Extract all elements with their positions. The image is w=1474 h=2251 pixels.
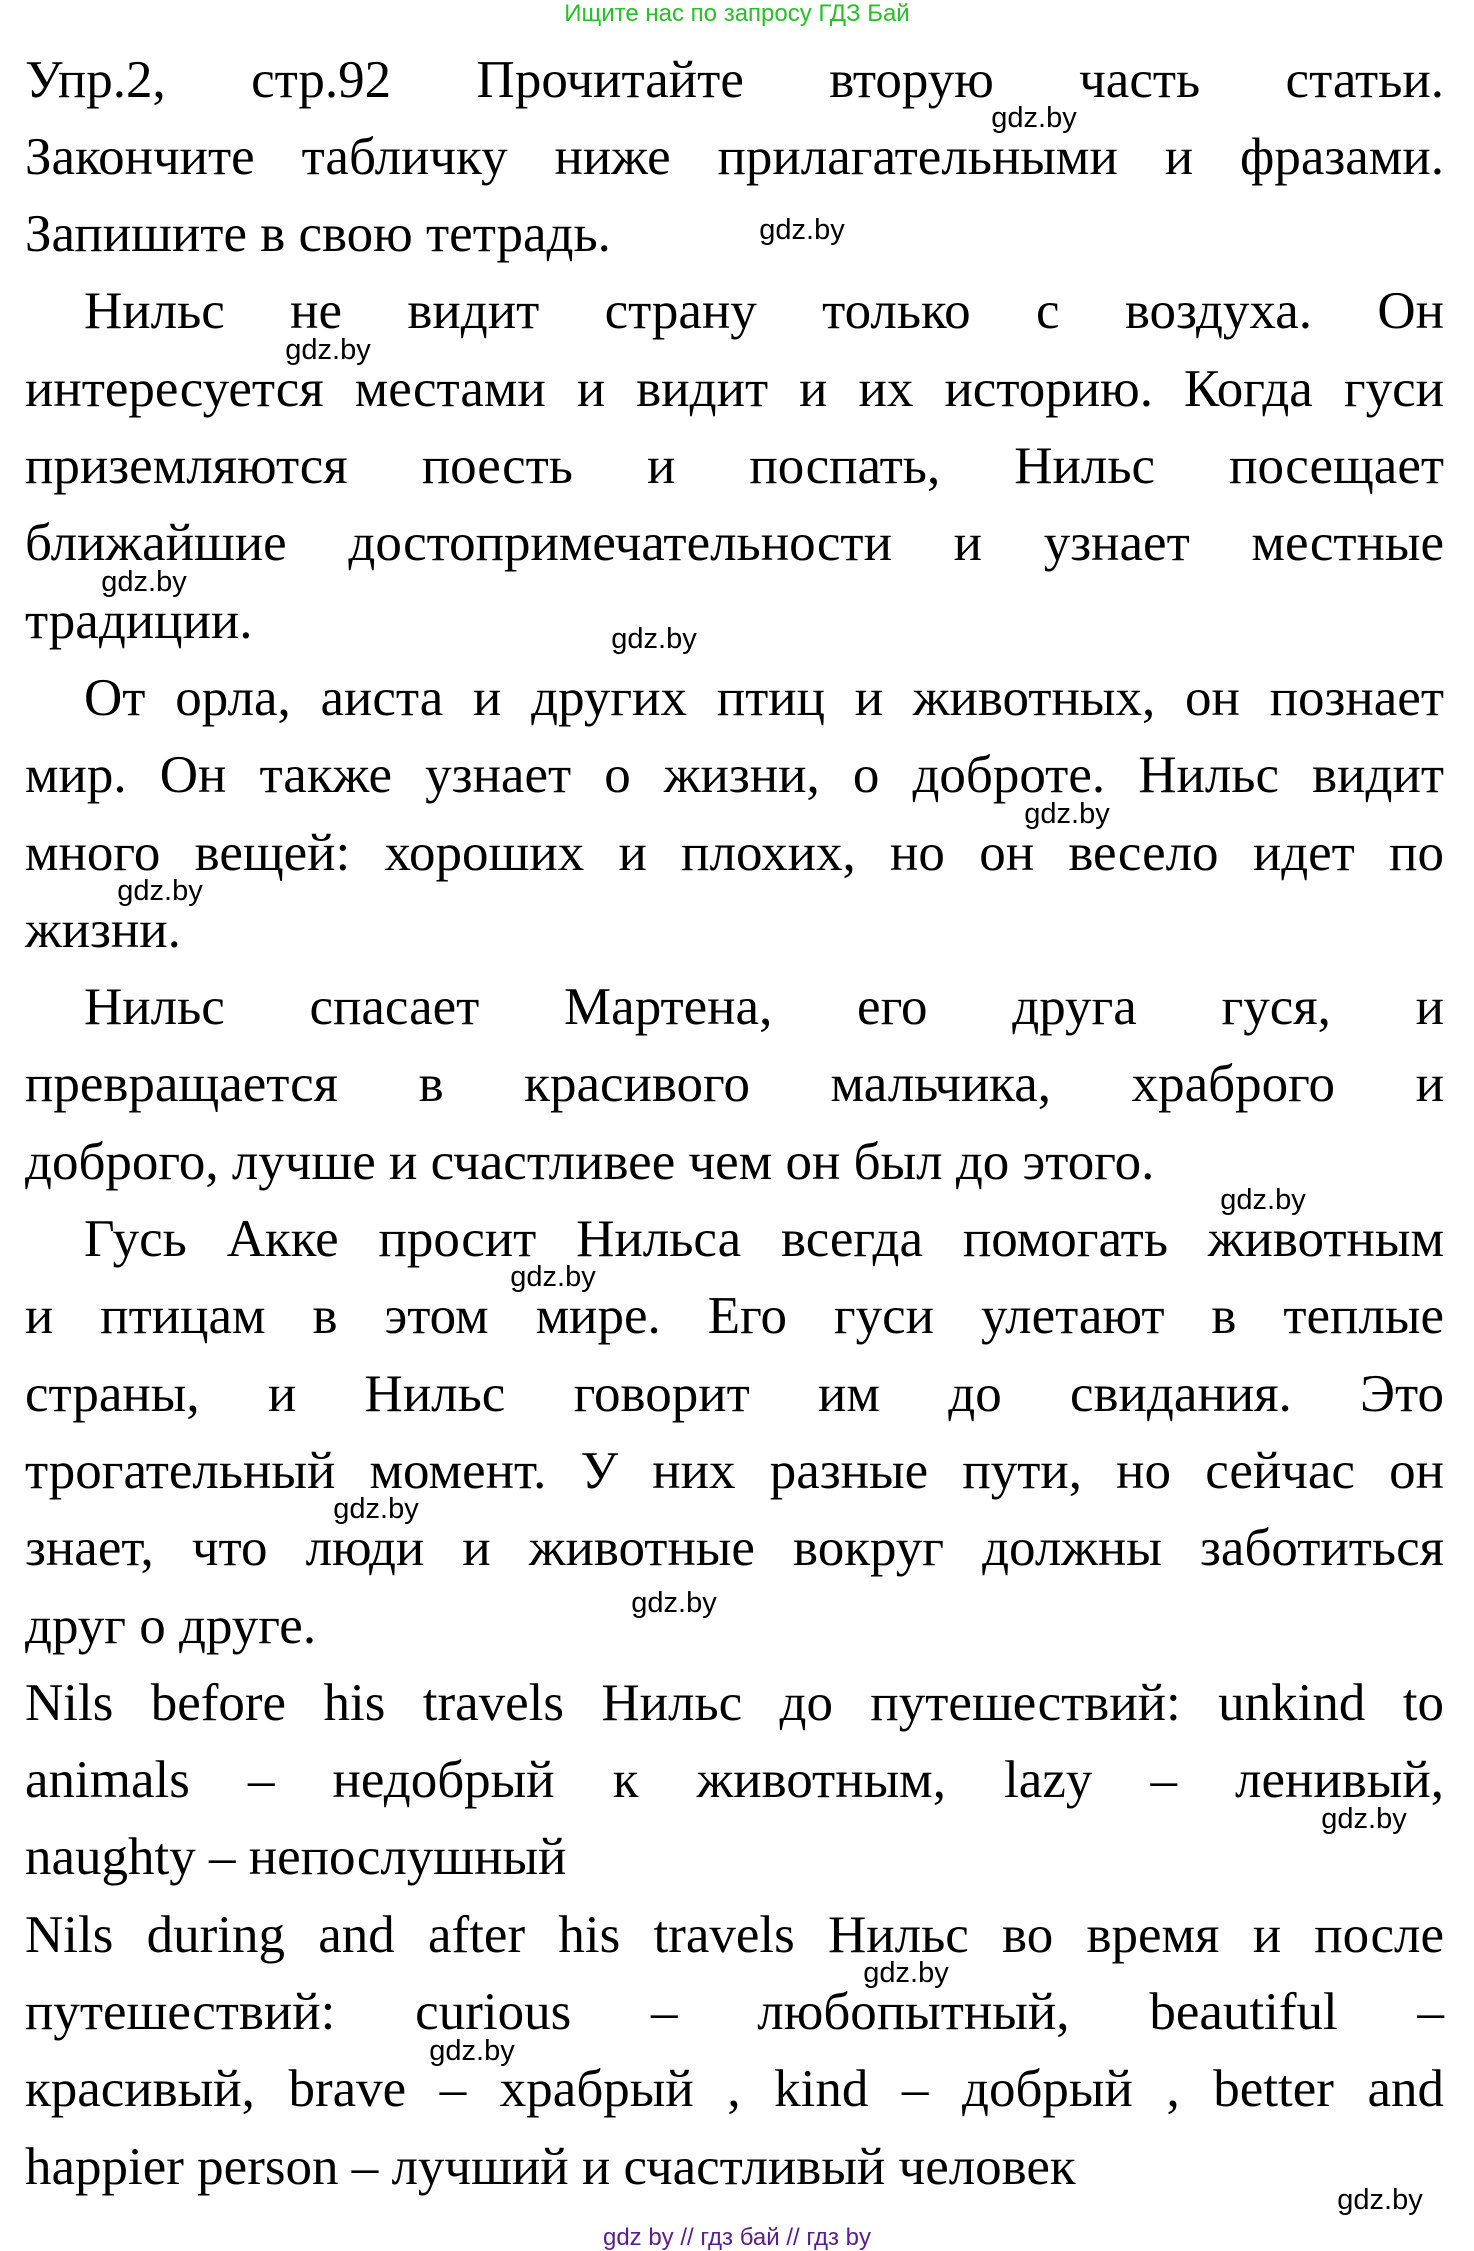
watermark: gdz.by [759,214,845,246]
text-line: animals – недобрый к животным, lazy – ленивый, [25,1751,1444,1810]
text-line: традиции. [25,591,253,650]
watermark: gdz.by [1337,2184,1423,2216]
watermark: gdz.by [333,1493,419,1525]
watermark: gdz.by [117,875,203,907]
text-line: интересуется местами и видит и их историю. Когда гуси [25,359,1444,418]
text-line: От орла, аиста и других птиц и животных, он познает [84,668,1444,727]
exercise-text [25,50,1444,2214]
text-line: Nils during and after his travels Нильс во время и после [25,1905,1444,1964]
text-line: жизни. [25,900,181,959]
watermark: gdz.by [1321,1803,1407,1835]
text-line: ближайшие достопримечательности и узнает местные [25,514,1444,573]
text-line: много вещей: хороших и плохих, но он весело идет по [25,823,1444,882]
text-line: доброго, лучше и счастливее чем он был до этого. [25,1132,1155,1191]
text-line: красивый, brave – храбрый , kind – добрый , better and [25,2060,1444,2119]
watermark: gdz.by [863,1957,949,1989]
text-line: приземляются поесть и поспать, Нильс посещает [25,437,1444,496]
text-line: путешествий: curious – любопытный, beautiful – [25,1983,1444,2042]
watermark: gdz.by [429,2035,515,2067]
watermark: gdz.by [285,334,371,366]
text-line: друг о друге. [25,1596,317,1655]
text-line: Упр.2, стр.92 Прочитайте вторую часть статьи. [25,50,1444,109]
watermark: gdz.by [991,102,1077,134]
text-line: мир. Он также узнает о жизни, о доброте. Нильс видит [25,746,1444,805]
watermark: gdz.by [510,1261,596,1293]
text-line: и птицам в этом мире. Его гуси улетают в теплые [25,1287,1444,1346]
text-line: Нильс спасает Мартена, его друга гуся, и [84,978,1444,1037]
text-line: трогательный момент. У них разные пути, но сейчас он [25,1441,1444,1500]
bottom-banner: gdz by // гдз бай // гдз by [602,2224,872,2251]
watermark: gdz.by [101,566,187,598]
text-line: Запишите в свою тетрадь. [25,205,611,264]
text-line: happier person – лучший и счастливый человек [25,2137,1076,2196]
text-line: превращается в красивого мальчика, храброго и [25,1055,1444,1114]
text-line: Нильс не видит страну только с воздуха. Он [84,282,1444,341]
watermark: gdz.by [1024,798,1110,830]
text-line: страны, и Нильс говорит им до свидания. Это [25,1364,1444,1423]
text-line: Закончите табличку ниже прилагательными и фразами. [25,127,1444,186]
watermark: gdz.by [1220,1184,1306,1216]
text-line: naughty – непослушный [25,1828,567,1887]
watermark: gdz.by [631,1587,717,1619]
text-line: Nils before his travels Нильс до путешествий: unkind to [25,1673,1444,1732]
text-line: знает, что люди и животные вокруг должны заботиться [25,1519,1444,1578]
watermark: gdz.by [611,623,697,655]
text-line: Гусь Акке просит Нильса всегда помогать животным [84,1210,1444,1269]
top-banner: Ищите нас по запросу ГДЗ Бай [564,0,910,27]
